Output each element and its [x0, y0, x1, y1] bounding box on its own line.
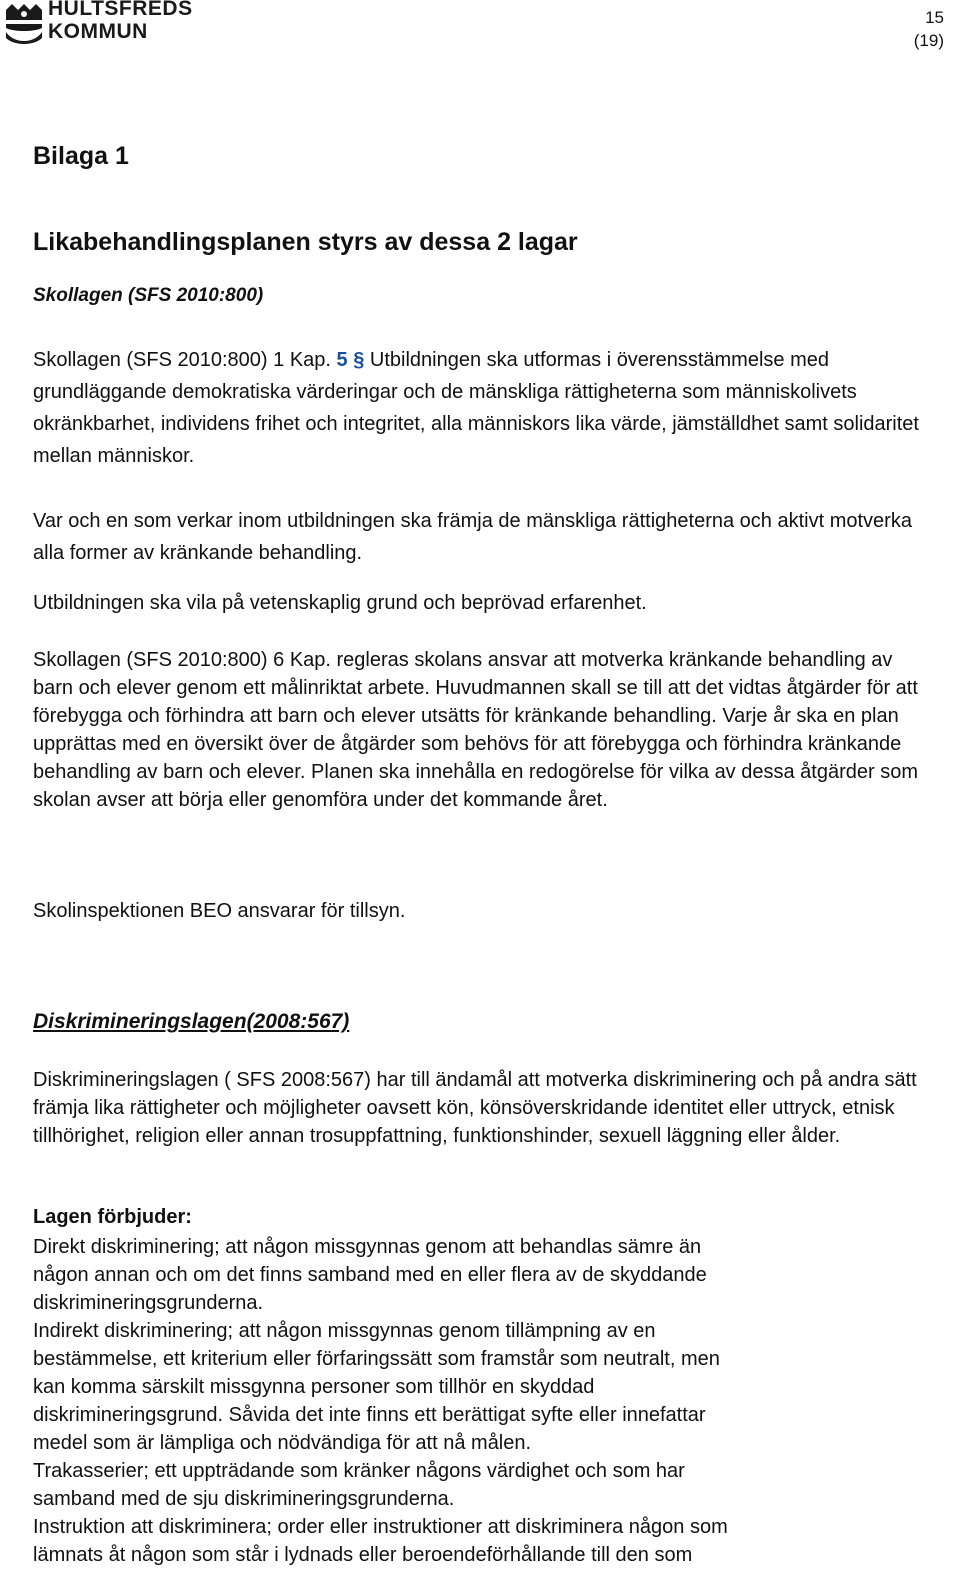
diskriminering-heading: Diskrimineringslagen(2008:567) [33, 1010, 350, 1033]
prohibition-line: Trakasserier; ett uppträdande som kränker någons värdighet och som har [33, 1460, 685, 1482]
prohibition-line: kan komma särskilt missgynna personer som tillhör en skyddad [33, 1376, 595, 1398]
logo-line-2: KOMMUN [48, 20, 148, 43]
page-number-current: 15 [925, 8, 944, 27]
prohibition-line: lämnats åt någon som står i lydnads eller beroendeförhållande till den som [33, 1544, 693, 1566]
skollagen-subheading: Skollagen (SFS 2010:800) [33, 285, 264, 306]
logo-line-1: HULTSFREDS [48, 0, 193, 20]
p1-chapter-number: 5 [336, 349, 348, 371]
prohibition-line: medel som är lämpliga och nödvändiga för att nå målen. [33, 1432, 532, 1454]
p1-body: Utbildningen ska utformas i överensstämmelse med grundläggande demokratiska värderingar och de mänskliga rättigheterna som människolivets okränkbarhet, individens frihet och integritet, alla människors lika värde, jämställdhet samt solidaritet mellan människor. [33, 349, 919, 467]
lagen-forbjuder-heading: Lagen förbjuder: [33, 1206, 192, 1228]
prohibition-line: Indirekt diskriminering; att någon missgynnas genom tillämpning av en [33, 1320, 656, 1342]
prohibition-line: Direkt diskriminering; att någon missgynnas genom att behandlas sämre än [33, 1236, 702, 1258]
prohibition-line: diskrimineringsgrunderna. [33, 1292, 264, 1314]
section-sign: § [353, 349, 365, 371]
prohibition-line: Instruktion att diskriminera; order eller instruktioner att diskriminera någon som [33, 1516, 728, 1538]
prohibitions-list [33, 1233, 933, 1569]
appendix-heading: Bilaga 1 [33, 142, 129, 170]
municipality-logo [4, 0, 194, 50]
skollagen-paragraph-4: Skollagen (SFS 2010:800) 6 Kap. regleras skolans ansvar att motverka kränkande behandling av barn och elever genom ett målinriktat arbete. Huvudmannen skall se till att det vidtas åtgärder för att förebygga och förhindra att barn och elever utsätts för kränkande behandling. Varje år ska en plan upprättas med en översikt över de åtgärder som behövs för att förebygga och förhindra kränkande behandling av barn och elever. Planen ska innehålla en redogörelse för vilka av dessa åtgärder som skolan avser att börja eller genomföra under det kommande året. [33, 649, 918, 811]
document-title: Likabehandlingsplanen styrs av dessa 2 lagar [33, 228, 578, 256]
page-number [914, 6, 944, 52]
diskriminering-paragraph: Diskrimineringslagen ( SFS 2008:567) har till ändamål att motverka diskriminering och på andra sätt främja lika rättigheter och möjligheter oavsett kön, könsöverskridande identitet eller uttryck, etnisk tillhörighet, religion eller annan trosuppfattning, funktionshinder, sexuell läggning eller ålder. [33, 1069, 917, 1147]
skollagen-paragraph-3: Utbildningen ska vila på vetenskaplig grund och beprövad erfarenhet. [33, 592, 647, 614]
prohibition-line: någon annan och om det finns samband med en eller flera av de skyddande [33, 1264, 707, 1286]
page-number-total: (19) [913, 31, 944, 50]
p1-intro: Skollagen (SFS 2010:800) 1 Kap. [33, 349, 337, 371]
prohibition-line: diskrimineringsgrund. Såvida det inte finns ett berättigat syfte eller innefattar [33, 1404, 706, 1426]
skollagen-paragraph-2: Var och en som verkar inom utbildningen ska främja de mänskliga rättigheterna och aktivt motverka alla former av kränkande behandling. [33, 510, 912, 564]
skollagen-paragraph-1 [33, 344, 933, 472]
supervision-paragraph: Skolinspektionen BEO ansvarar för tillsyn. [33, 900, 406, 922]
prohibition-line: bestämmelse, ett kriterium eller förfaringssätt som framstår som neutralt, men [33, 1348, 720, 1370]
logo-wordmark [48, 0, 193, 43]
prohibition-line: samband med de sju diskrimineringsgrunderna. [33, 1488, 455, 1510]
crown-emblem-icon [4, 2, 44, 46]
